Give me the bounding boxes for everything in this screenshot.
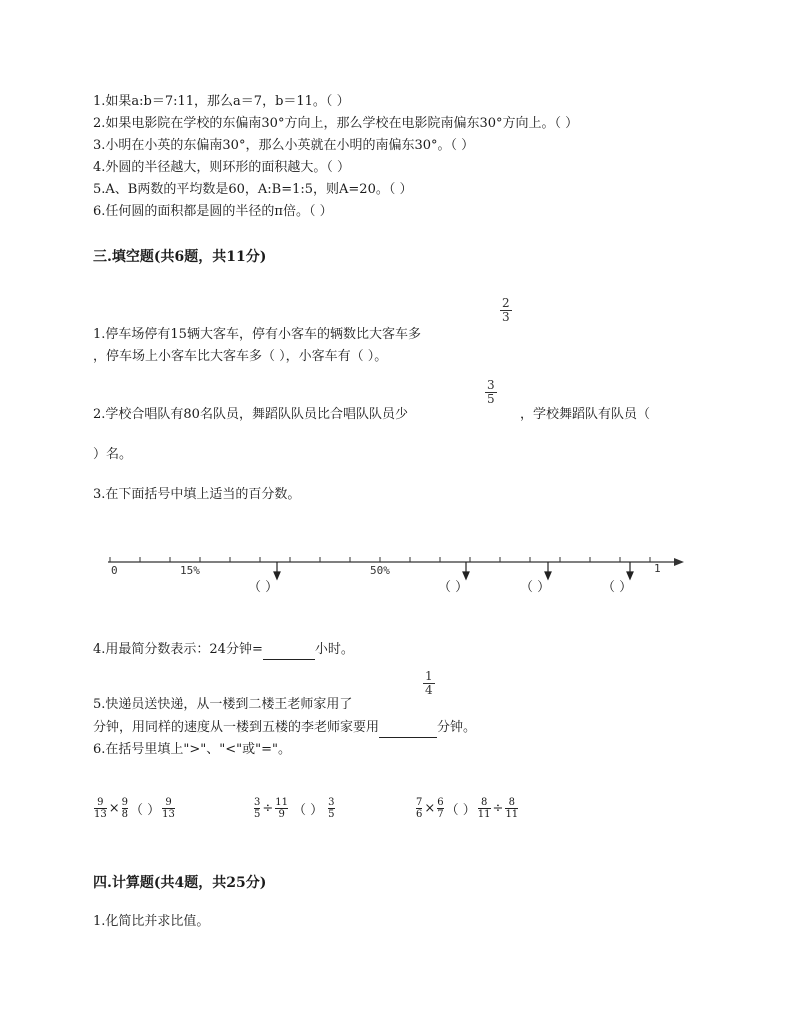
- q5-line-2-suffix: 分钟。: [437, 720, 477, 735]
- q2-fraction-den: 5: [487, 392, 495, 406]
- q5-fraction-den: 4: [425, 683, 433, 697]
- compare-1: 9 13 × 9 8 （ ） 9 13: [94, 797, 175, 820]
- q2-fraction: [485, 379, 497, 406]
- number-line-arrowhead: [674, 558, 684, 566]
- q4-prefix: 4.用最简分数表示：24分钟=: [93, 642, 263, 657]
- judge-item-5: 5.A、B两数的平均数是60，A:B=1:5，则A=20。（ ）: [93, 182, 413, 197]
- q2-line-1: 2.学校合唱队有80名队员，舞蹈队队员比合唱队队员少: [93, 407, 408, 422]
- q1-fraction-den: 3: [502, 310, 510, 324]
- q5-answer-blank[interactable]: [379, 719, 437, 738]
- judge-item-4: 4.外圆的半径越大，则环形的面积越大。（ ）: [93, 160, 351, 175]
- compare-2: 3 5 ÷ 11 9 （ ） 3 5: [254, 797, 335, 820]
- number-line-blank-1[interactable]: （ ）: [248, 580, 279, 595]
- q1-fraction-num: 2: [502, 296, 510, 310]
- fraction: 9 13: [94, 797, 107, 820]
- number-line-blank-4[interactable]: （ ）: [602, 580, 633, 595]
- down-arrow-icon: [545, 562, 551, 579]
- q5-line-1: 5.快递员送快递，从一楼到二楼王老师家用了: [93, 697, 353, 712]
- compare-3-answer[interactable]: （ ）: [445, 803, 476, 818]
- number-line-blank-3[interactable]: （ ）: [520, 580, 551, 595]
- q1-line-2: ，停车场上小客车比大客车多（ ），小客车有（ ）。: [93, 349, 388, 364]
- q5-line-2-prefix: 分钟，用同样的速度从一楼到五楼的李老师家要用: [93, 720, 380, 735]
- down-arrow-icon: [627, 562, 633, 579]
- number-line-label-50: 50%: [370, 564, 390, 577]
- fraction: 7 6: [416, 797, 423, 820]
- q2-line-1-tail: ，学校舞蹈队有队员（: [520, 407, 651, 422]
- compare-2-answer[interactable]: （ ）: [293, 803, 324, 818]
- fraction: 8 11: [477, 797, 491, 820]
- judge-item-1: 1.如果a:b＝7:11，那么a＝7，b＝11。（ ）: [93, 94, 350, 109]
- judge-item-2: 2.如果电影院在学校的东偏南30°方向上，那么学校在电影院南偏东30°方向上。（ ）: [93, 116, 579, 131]
- number-line-ticks: [110, 557, 650, 562]
- q1-fraction: [500, 297, 512, 324]
- number-line-label-1: 1: [654, 562, 661, 575]
- compare-3: 7 6 × 6 7 （ ） 8 11 ÷ 8 11: [416, 797, 519, 820]
- fraction: 9 13: [162, 797, 175, 820]
- fraction: 9 8: [121, 797, 129, 820]
- q5-line-2: [93, 719, 476, 738]
- number-line: [0, 540, 794, 610]
- q5-fraction: [423, 670, 435, 697]
- judge-item-6: 6.任何圆的面积都是圆的半径的π倍。（ ）: [93, 204, 333, 219]
- down-arrow-icon: [274, 562, 280, 579]
- number-line-label-15: 15%: [180, 564, 200, 577]
- q1-line-1: 1.停车场停有15辆大客车，停有小客车的辆数比大客车多: [93, 327, 421, 342]
- number-line-label-0: 0: [111, 564, 118, 577]
- q6-text: 6.在括号里填上">"、"<"或"="。: [93, 742, 291, 757]
- section-4-title: 四.计算题(共4题，共25分): [93, 875, 267, 891]
- number-line-blank-2[interactable]: （ ）: [438, 580, 469, 595]
- q2-line-2: ）名。: [93, 447, 133, 462]
- compare-1-answer[interactable]: （ ）: [130, 803, 161, 818]
- q2-fraction-num: 3: [487, 378, 495, 392]
- down-arrow-icon: [463, 562, 469, 579]
- q3-text: 3.在下面括号中填上适当的百分数。: [93, 487, 301, 502]
- fraction: 6 7: [437, 797, 444, 820]
- q4-answer-blank[interactable]: [263, 641, 315, 660]
- fraction: 3 5: [254, 797, 261, 820]
- fraction: 8 11: [505, 797, 519, 820]
- section-4-q1: 1.化简比并求比值。: [93, 914, 210, 929]
- q4-line: [93, 641, 354, 660]
- q5-fraction-num: 1: [425, 669, 433, 683]
- section-3-title: 三.填空题(共6题，共11分): [93, 249, 267, 265]
- fraction: 3 5: [328, 797, 335, 820]
- q4-suffix: 小时。: [314, 642, 354, 657]
- judge-item-3: 3.小明在小英的东偏南30°，那么小英就在小明的南偏东30°。（ ）: [93, 138, 475, 153]
- fraction: 11 9: [275, 797, 289, 820]
